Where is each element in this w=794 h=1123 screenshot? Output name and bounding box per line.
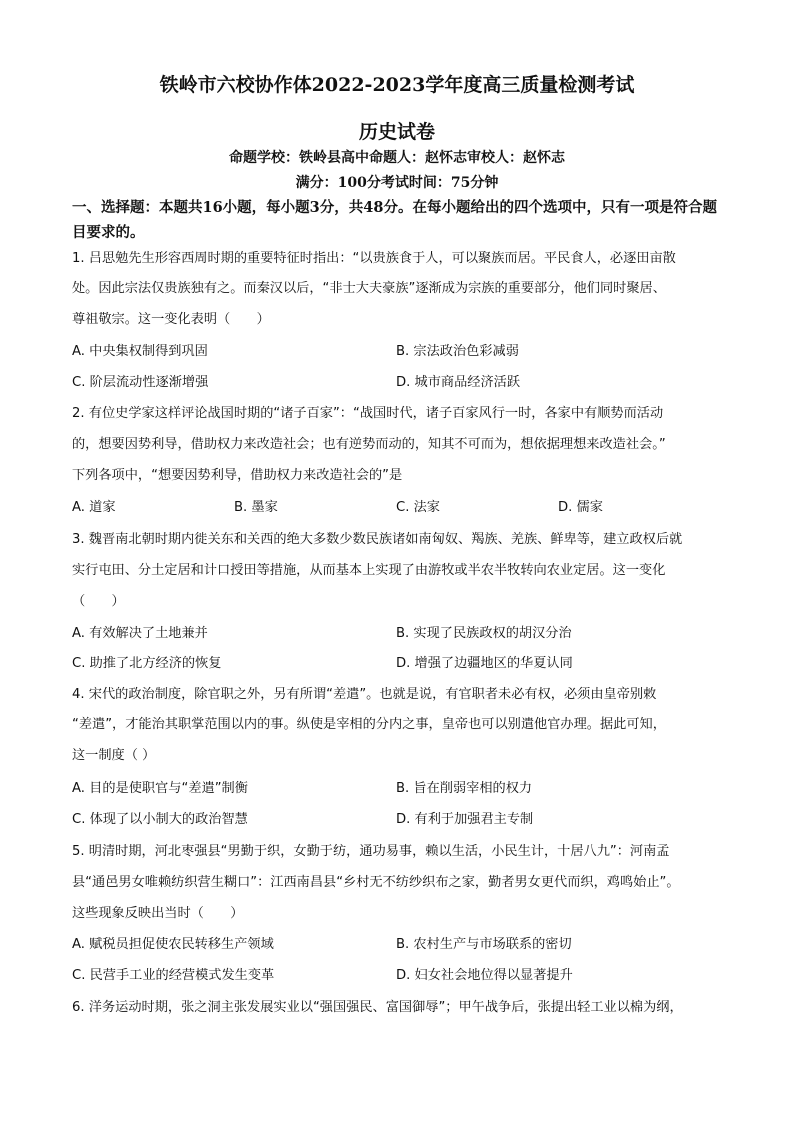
question-text-line: 6. 洋务运动时期，张之洞主张发展实业以“强国强民、富国御辱”；甲午战争后，张提出轻工业以棉为纲， (72, 1000, 683, 1015)
question-text-line: 尊祖敬宗。这一变化表明（ ） (72, 312, 270, 327)
question-text-line: 处。因此宗法仅贵族独有之。而秦汉以后，“非士大夫豪族”逐渐成为宗族的重要部分，他们同时聚居、 (72, 281, 666, 296)
question-text-line: 县“通邑男女唯赖纺织营生糊口”：江西南昌县“乡村无不纺纱织布之家，勤者男女更代而织，鸡鸣始止”。 (72, 875, 680, 890)
question-text-line: （ ） (72, 594, 125, 609)
option-b: B. 实现了民族政权的胡汉分治 (396, 626, 572, 641)
question-text-line: 这些现象反映出当时（ ） (72, 906, 244, 921)
option-b: B. 农村生产与市场联系的密切 (396, 937, 572, 952)
question-text-line: 实行屯田、分土定居和计口授田等措施，从而基本上实现了由游牧或半农半牧转向农业定居。这一变化 (72, 563, 666, 578)
exam-subject: 历史试卷 (358, 121, 435, 143)
option-a: A. 道家 (72, 500, 116, 515)
option-a: A. 目的是使职官与“差遣”制衡 (72, 781, 248, 796)
exam-authors: 命题学校：铁岭县高中命题人：赵怀志审校人：赵怀志 (229, 150, 565, 166)
option-a: A. 有效解决了土地兼并 (72, 626, 208, 641)
question-text-line: 的，想要因势利导，借助权力来改造社会；也有逆势而动的，知其不可而为，想依据理想来改造社会。” (72, 437, 666, 452)
option-c: C. 阶层流动性逐渐增强 (72, 375, 209, 390)
question-text-line: 1. 吕思勉先生形容西周时期的重要特征时指出：“以贵族食于人，可以聚族而居。平民食人，必逐田亩散 (72, 251, 676, 266)
question-text-line: 这一制度（ ） (72, 748, 156, 763)
option-b: B. 墨家 (234, 500, 278, 515)
option-c: C. 助推了北方经济的恢复 (72, 656, 222, 671)
option-a: A. 赋税员担促使农民转移生产领域 (72, 937, 274, 952)
option-d: D. 有利于加强君主专制 (396, 812, 534, 827)
option-a: A. 中央集权制得到巩固 (72, 344, 208, 359)
question-text-line: “差遣”，才能治其职掌范围以内的事。纵使是宰相的分内之事，皇帝也可以别遣他官办理。据此可知， (72, 717, 666, 732)
option-b: B. 宗法政治色彩减弱 (396, 344, 519, 359)
option-d: D. 城市商品经济活跃 (396, 375, 521, 390)
question-text-line: 4. 宋代的政治制度，除官职之外，另有所谓“差遣”。也就是说，有官职者未必有权，必须由皇帝别敕 (72, 687, 657, 702)
option-d: D. 妇女社会地位得以显著提升 (396, 968, 573, 983)
option-c: C. 民营手工业的经营模式发生变革 (72, 968, 275, 983)
question-text-line: 下列各项中，“想要因势利导，借助权力来改造社会的”是 (72, 468, 403, 483)
option-d: D. 增强了边疆地区的华夏认同 (396, 656, 573, 671)
exam-score-time: 满分：100分考试时间：75分钟 (295, 175, 499, 191)
option-c: C. 法家 (396, 500, 440, 515)
exam-title: 铁岭市六校协作体2022-2023学年度高三质量检测考试 (159, 74, 635, 96)
question-text-line: 5. 明清时期，河北枣强县“男勤于织，女勤于纺，通功易事，赖以生活，小民生计，十居八九”：河南孟 (72, 844, 670, 859)
section-heading: 一、选择题：本题共16小题，每小题3分，共48分。在每小题给出的四个选项中，只有一项是符合题目要求的。 (72, 199, 717, 241)
question-text-line: 2. 有位史学家这样评论战国时期的“诸子百家”：“战国时代，诸子百家风行一时，各家中有顺势而活动 (72, 406, 664, 421)
question-text-line: 3. 魏晋南北朝时期内徙关东和关西的绝大多数少数民族诸如南匈奴、羯族、羌族、鲜卑等，建立政权后就 (72, 532, 683, 547)
option-d: D. 儒家 (558, 500, 603, 515)
option-c: C. 体现了以小制大的政治智慧 (72, 812, 248, 827)
option-b: B. 旨在削弱宰相的权力 (396, 781, 533, 796)
